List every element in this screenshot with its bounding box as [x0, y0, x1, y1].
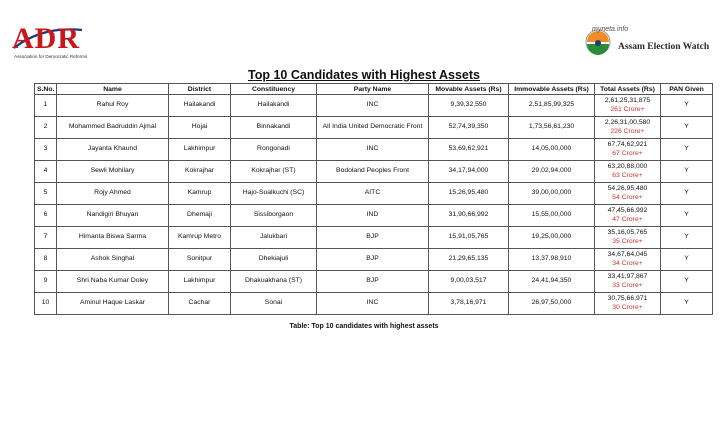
cell-party: IND	[317, 205, 429, 227]
cell-pan: Y	[661, 205, 713, 227]
cell-sno: 1	[35, 95, 57, 117]
cell-sno: 5	[35, 183, 57, 205]
page-title: Top 10 Candidates with Highest Assets	[248, 68, 480, 82]
table-row	[35, 205, 713, 227]
crore-label: 35 Crore+	[612, 237, 643, 245]
table-row	[35, 95, 713, 117]
cell-district: Kokrajhar	[169, 161, 231, 183]
cell-movable: 15,26,95,480	[429, 183, 509, 205]
cell-sno: 6	[35, 205, 57, 227]
table-row	[35, 271, 713, 293]
crore-label: 226 Crore+	[610, 127, 645, 135]
cell-immovable: 26,97,50,000	[509, 293, 595, 315]
cell-total	[595, 183, 661, 205]
crore-label: 54 Crore+	[612, 193, 643, 201]
cell-sno: 2	[35, 117, 57, 139]
cell-name: Mohammed Badruddin Ajmal	[57, 117, 169, 139]
cell-district: Hailakandi	[169, 95, 231, 117]
column-header: Constituency	[231, 84, 317, 95]
cell-district: Cachar	[169, 293, 231, 315]
cell-party: BJP	[317, 271, 429, 293]
cell-constituency: Hailakandi	[231, 95, 317, 117]
assam-election-watch-logo	[576, 22, 718, 58]
cell-immovable: 29,02,94,000	[509, 161, 595, 183]
column-header: Name	[57, 84, 169, 95]
adr-logo	[12, 24, 104, 60]
cell-immovable: 2,51,85,99,325	[509, 95, 595, 117]
table-row	[35, 249, 713, 271]
cell-party: AITC	[317, 183, 429, 205]
table-body	[35, 95, 713, 315]
cell-party: All India United Democratic Front	[317, 117, 429, 139]
cell-pan: Y	[661, 117, 713, 139]
cell-name: Himanta Biswa Sarma	[57, 227, 169, 249]
cell-movable: 52,74,39,350	[429, 117, 509, 139]
cell-movable: 21,29,65,135	[429, 249, 509, 271]
total-assets-value: 30,75,66,971	[607, 295, 648, 302]
cell-party: BJP	[317, 249, 429, 271]
crore-label: 30 Crore+	[612, 303, 643, 311]
cell-pan: Y	[661, 183, 713, 205]
total-assets-value: 2,61,25,31,875	[604, 97, 651, 104]
adr-logo-text: ADR	[12, 22, 80, 55]
table-row	[35, 117, 713, 139]
total-assets-value: 35,16,05,765	[607, 229, 648, 236]
assets-table	[34, 83, 713, 315]
total-assets-value: 67,74,62,921	[607, 141, 648, 148]
cell-pan: Y	[661, 271, 713, 293]
cell-movable: 9,39,32,550	[429, 95, 509, 117]
cell-district: Dhemaji	[169, 205, 231, 227]
total-assets-value: 34,67,64,045	[607, 251, 648, 258]
table-row	[35, 183, 713, 205]
cell-total	[595, 227, 661, 249]
column-header: Party Name	[317, 84, 429, 95]
crore-label: 67 Crore+	[612, 149, 643, 157]
cell-immovable: 39,00,00,000	[509, 183, 595, 205]
cell-constituency: Sissiborgaon	[231, 205, 317, 227]
cell-constituency: Binnakandi	[231, 117, 317, 139]
crore-label: 34 Crore+	[612, 259, 643, 267]
cell-party: INC	[317, 139, 429, 161]
cell-movable: 3,78,16,971	[429, 293, 509, 315]
cell-name: Shri Naba Kumar Doley	[57, 271, 169, 293]
cell-total	[595, 95, 661, 117]
table-caption: Table: Top 10 candidates with highest assets	[289, 323, 439, 330]
column-header: PAN Given	[661, 84, 713, 95]
cell-constituency: Dhakuakhana (ST)	[231, 271, 317, 293]
cell-constituency: Kokrajhar (ST)	[231, 161, 317, 183]
cell-sno: 10	[35, 293, 57, 315]
column-header: Movable Assets (Rs)	[429, 84, 509, 95]
crore-label: 47 Crore+	[612, 215, 643, 223]
crore-label: 63 Crore+	[612, 171, 643, 179]
cell-sno: 9	[35, 271, 57, 293]
cell-movable: 9,00,03,517	[429, 271, 509, 293]
cell-pan: Y	[661, 249, 713, 271]
cell-district: Kamrup Metro	[169, 227, 231, 249]
cell-district: Kamrup	[169, 183, 231, 205]
cell-total	[595, 293, 661, 315]
cell-pan: Y	[661, 139, 713, 161]
table-row	[35, 139, 713, 161]
cell-immovable: 24,41,94,350	[509, 271, 595, 293]
cell-party: BJP	[317, 227, 429, 249]
table-header-row	[35, 84, 713, 95]
cell-movable: 31,90,66,992	[429, 205, 509, 227]
cell-sno: 7	[35, 227, 57, 249]
cell-constituency: Dhekiajuli	[231, 249, 317, 271]
total-assets-value: 2,26,31,00,580	[604, 119, 651, 126]
total-assets-value: 54,26,95,480	[607, 185, 648, 192]
table-row	[35, 227, 713, 249]
cell-constituency: Sonai	[231, 293, 317, 315]
cell-district: Sonitpur	[169, 249, 231, 271]
cell-pan: Y	[661, 95, 713, 117]
cell-name: Aminul Haque Laskar	[57, 293, 169, 315]
cell-district: Hojai	[169, 117, 231, 139]
cell-total	[595, 271, 661, 293]
total-assets-value: 33,41,97,867	[607, 273, 648, 280]
adr-tagline: Association for Democratic Reforms	[14, 54, 88, 59]
crore-label: 33 Crore+	[612, 281, 643, 289]
aew-site-text: myneta.info	[592, 26, 629, 33]
cell-movable: 15,91,05,765	[429, 227, 509, 249]
table-row	[35, 293, 713, 315]
cell-pan: Y	[661, 293, 713, 315]
cell-party: Bodoland Peoples Front	[317, 161, 429, 183]
total-assets-value: 47,45,66,992	[607, 207, 648, 214]
cell-name: Rahul Roy	[57, 95, 169, 117]
cell-total	[595, 117, 661, 139]
cell-name: Jayanta Khaund	[57, 139, 169, 161]
cell-total	[595, 249, 661, 271]
cell-name: Sewli Mohilary	[57, 161, 169, 183]
column-header: Immovable Assets (Rs)	[509, 84, 595, 95]
cell-movable: 53,69,62,921	[429, 139, 509, 161]
cell-total	[595, 139, 661, 161]
cell-party: INC	[317, 95, 429, 117]
cell-constituency: Hajo-Sualkuchi (SC)	[231, 183, 317, 205]
table-row	[35, 161, 713, 183]
cell-sno: 3	[35, 139, 57, 161]
cell-party: INC	[317, 293, 429, 315]
cell-name: Ashok Singhal	[57, 249, 169, 271]
cell-immovable: 19,25,00,000	[509, 227, 595, 249]
cell-pan: Y	[661, 227, 713, 249]
cell-immovable: 14,05,00,000	[509, 139, 595, 161]
total-assets-value: 63,20,88,000	[607, 163, 648, 170]
column-header: District	[169, 84, 231, 95]
cell-district: Lakhimpur	[169, 139, 231, 161]
cell-total	[595, 205, 661, 227]
cell-total	[595, 161, 661, 183]
crore-label: 261 Crore+	[610, 105, 645, 113]
cell-name: Rojy Ahmed	[57, 183, 169, 205]
aew-title: Assam Election Watch	[618, 42, 710, 52]
column-header: Total Assets (Rs)	[595, 84, 661, 95]
cell-district: Lakhimpur	[169, 271, 231, 293]
cell-immovable: 13,37,98,910	[509, 249, 595, 271]
column-header: S.No.	[35, 84, 57, 95]
cell-immovable: 15,55,00,000	[509, 205, 595, 227]
cell-immovable: 1,73,56,61,230	[509, 117, 595, 139]
cell-pan: Y	[661, 161, 713, 183]
cell-name: Nandigiri Bhuyan	[57, 205, 169, 227]
cell-movable: 34,17,94,000	[429, 161, 509, 183]
cell-sno: 4	[35, 161, 57, 183]
cell-sno: 8	[35, 249, 57, 271]
cell-constituency: Jalukbari	[231, 227, 317, 249]
cell-constituency: Rongonadi	[231, 139, 317, 161]
